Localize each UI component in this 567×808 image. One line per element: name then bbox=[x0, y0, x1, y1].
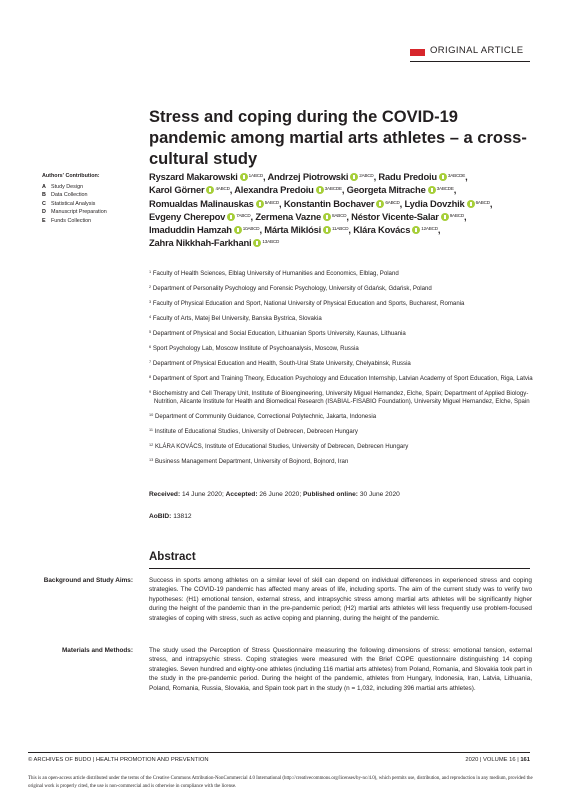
author-name: Konstantin Bochaver bbox=[283, 197, 375, 209]
orcid-icon[interactable] bbox=[376, 200, 384, 208]
affiliation-number: 12 bbox=[149, 443, 154, 448]
author-contribution-code: 1ABCD bbox=[248, 173, 263, 178]
accepted-label: Accepted: bbox=[225, 491, 258, 498]
author-separator: , bbox=[399, 197, 403, 209]
author-contribution-code: 12ABCD bbox=[421, 226, 438, 232]
author-name: Márta Miklósi bbox=[264, 224, 322, 236]
author-name: Radu Predoiu bbox=[378, 171, 437, 182]
orcid-icon[interactable] bbox=[428, 186, 436, 194]
author-separator: , bbox=[250, 210, 253, 222]
author-list bbox=[149, 170, 524, 250]
orcid-icon[interactable] bbox=[234, 226, 242, 234]
author-name: Imaduddin Hamzah bbox=[149, 224, 232, 236]
author-name: Andrzej Piotrowski bbox=[267, 171, 349, 182]
aobid bbox=[149, 513, 192, 520]
author-contribution-code: 4ABCD bbox=[215, 186, 230, 192]
affiliation-number: 2 bbox=[149, 284, 152, 289]
contribution-item bbox=[42, 191, 142, 200]
accepted-date: 26 June 2020 bbox=[259, 491, 300, 498]
affiliation-number: 9 bbox=[149, 389, 152, 394]
author-contribution-code: 2ABCD bbox=[359, 173, 374, 178]
author-name: Alexandra Predoiu bbox=[234, 184, 314, 196]
affiliation-number: 8 bbox=[149, 374, 152, 379]
author-name: Georgeta Mitrache bbox=[346, 184, 426, 196]
affiliation bbox=[149, 268, 534, 279]
article-type-label: ORIGINAL ARTICLE bbox=[430, 45, 524, 56]
authors-contribution bbox=[42, 172, 142, 225]
footer-year-volume: 2020 | VOLUME 16 | bbox=[465, 757, 519, 763]
affiliation-number: 7 bbox=[149, 359, 152, 364]
contribution-list bbox=[42, 183, 142, 226]
article-type-header bbox=[410, 46, 530, 60]
published-label: Published online: bbox=[303, 491, 358, 498]
author-name: Zermena Vazne bbox=[255, 210, 322, 222]
author bbox=[149, 237, 279, 248]
affiliation-text: Faculty of Physical Education and Sport, National University of Physical Education and Sports, Bucharest, Romania bbox=[152, 299, 465, 307]
author-name: Evgeny Cherepov bbox=[149, 210, 226, 222]
author-name: Ryszard Makarowski bbox=[149, 171, 238, 182]
orcid-icon[interactable] bbox=[206, 186, 214, 194]
affiliation bbox=[149, 411, 534, 422]
author bbox=[351, 211, 466, 222]
contribution-item bbox=[42, 217, 142, 226]
contribution-key: A bbox=[42, 183, 46, 190]
affiliation-text: Biochemistry and Cell Therapy Unit, Institute of Bioengineering, University Miguel Hernandez, Elche, Spain; Department of Applied Biology-Nutrition, Alicante Institute for Health and Biomedical Research (ISABIAL-FISABIO Foundation), University Miguel Hernandez, Elche, Spain bbox=[152, 389, 530, 406]
methods-text: The study used the Perception of Stress Questionnaire measuring the following dimensions of stress: emotional tension, external stress, and intrapsychic stress. Coping strategies were measured with the Brief COPE questionnaire distinguishing 14 coping strategies. Seven hundred and eighty-one athletes (including 116 martial arts athletes) from Poland, Romania, and Slovakia took part in the study in the pre-pandemic period. During the height of the pandemic, athletes from Hungary, Indonesia, Iran, Latvia, Lithuania, Poland, Romania, Russia, Slovakia, and Spain took part in the study (n = 1,032, including 396 martial arts athletes). bbox=[149, 647, 532, 692]
author bbox=[353, 224, 440, 235]
background-text: Success in sports among athletes on a similar level of skill can depend on individual differences in experienced stress and coping strategies. The COVID-19 pandemic has affected many areas of life, including sports. The aim of the current study was to verify two hypotheses: (H1) emotional tension, external stress, and intrapsychic stress among martial arts athletes will be significantly higher during the height of the pandemic than in the pre-pandemic period; (H2) martial arts athletes will less frequently use problem-focused strategies of coping with stress, such as active coping and planning, during the height of the pandemic. bbox=[149, 577, 532, 622]
affiliation bbox=[149, 298, 534, 309]
author-name: Karol Görner bbox=[149, 184, 205, 196]
affiliation bbox=[149, 456, 534, 467]
affiliation-number: 1 bbox=[149, 270, 152, 274]
orcid-icon[interactable] bbox=[240, 173, 248, 181]
affiliation bbox=[149, 441, 534, 452]
contribution-key: D bbox=[42, 209, 46, 215]
affiliation-text: Business Management Department, University of Bojnord, Bojnord, Iran bbox=[154, 458, 349, 466]
published-date: 30 June 2020 bbox=[359, 491, 400, 498]
affiliation-number: 4 bbox=[149, 314, 152, 319]
author-name: Klára Kovács bbox=[353, 224, 411, 236]
background-label: Background and Study Aims: bbox=[43, 577, 133, 584]
author bbox=[267, 171, 376, 182]
license-text: This is an open-access article distributed under the terms of the Creative Commons Attribution-NonCommercial 4.0 International (http://creativecommons.org/licenses/by-nc/4.0), which permits use, distribution, and reproduction in any medium, provided the original work is properly cited, the use is non-commercial and is otherwise in compliance with the license. bbox=[28, 776, 533, 789]
received-label: Received: bbox=[149, 491, 181, 498]
abstract-rule bbox=[149, 568, 530, 569]
affiliation bbox=[149, 328, 534, 339]
contribution-item bbox=[42, 208, 142, 217]
affiliation bbox=[149, 343, 534, 354]
author bbox=[149, 211, 253, 222]
affiliation-number: 3 bbox=[149, 299, 152, 304]
author-contribution-code: 10ABCD bbox=[242, 226, 260, 232]
author-contribution-code: 6ABCD bbox=[475, 199, 490, 205]
orcid-icon[interactable] bbox=[350, 173, 358, 181]
accent-bar bbox=[410, 49, 425, 56]
header-rule bbox=[410, 61, 530, 62]
affiliation-text: KLÁRA KOVÁCS, Institute of Educational Studies, University of Debrecen, Debrecen Hungary bbox=[154, 443, 409, 451]
affiliation-number: 5 bbox=[149, 329, 152, 334]
author-separator: , bbox=[346, 210, 349, 222]
author-contribution-code: 7ABCD bbox=[236, 212, 251, 218]
contribution-value: Study Design bbox=[51, 183, 84, 190]
contribution-value: Statistical Analysis bbox=[51, 200, 96, 207]
affiliation-text: Faculty of Health Sciences, Elblag University of Humanities and Economics, Elblag, Poland bbox=[152, 270, 399, 277]
orcid-icon[interactable] bbox=[256, 200, 264, 208]
author bbox=[149, 224, 262, 235]
author-contribution-code: 3ABCDE bbox=[447, 173, 466, 178]
author-contribution-code: 11ABCD bbox=[332, 226, 349, 232]
author-name: Lydia Dovzhik bbox=[404, 197, 465, 209]
methods-label: Materials and Methods: bbox=[61, 647, 133, 654]
affiliation-number: 10 bbox=[149, 413, 154, 418]
affiliation bbox=[149, 373, 534, 384]
author-contribution-code: 3ABCDE bbox=[436, 186, 454, 192]
author bbox=[264, 224, 351, 235]
orcid-icon[interactable] bbox=[441, 213, 449, 221]
author-name: Zahra Nikkhah-Farkhani bbox=[149, 237, 252, 249]
affiliation bbox=[149, 358, 534, 369]
author-separator: , bbox=[453, 184, 457, 196]
orcid-icon[interactable] bbox=[323, 226, 331, 234]
affiliation bbox=[149, 313, 534, 324]
author-contribution-code: 6ABCD bbox=[385, 199, 400, 205]
orcid-icon[interactable] bbox=[412, 226, 420, 234]
author bbox=[149, 184, 232, 195]
article-dates: Received: 14 June 2020; Accepted: 26 June 2020; Published online: 30 June 2020 bbox=[149, 491, 400, 498]
affiliation-number: 13 bbox=[149, 458, 154, 463]
affiliation bbox=[149, 388, 534, 407]
footer-rule bbox=[28, 752, 530, 753]
contribution-item bbox=[42, 183, 142, 192]
author-contribution-code: 5ABCD bbox=[264, 199, 280, 205]
author-contribution-code: 13ABCD bbox=[262, 239, 280, 245]
author bbox=[378, 171, 467, 182]
author bbox=[234, 184, 344, 195]
author-separator: , bbox=[262, 171, 266, 182]
footer-volume bbox=[465, 757, 530, 763]
author-contribution-code: 3ABCDE bbox=[324, 186, 342, 192]
contribution-key: B bbox=[42, 192, 46, 198]
author-separator: , bbox=[465, 171, 468, 182]
affiliation-text: Department of Personality Psychology and Forensic Psychology, University of Gdańsk, Gdańsk, Poland bbox=[152, 284, 432, 292]
received-date: 14 June 2020 bbox=[182, 491, 222, 498]
page-number: 161 bbox=[520, 757, 530, 763]
author bbox=[404, 198, 492, 209]
aobid-label: AoBID: bbox=[149, 513, 172, 520]
footer-journal: © ARCHIVES OF BUDO | HEALTH PROMOTION AND PREVENTION bbox=[28, 757, 209, 763]
author bbox=[347, 184, 457, 195]
author-separator: , bbox=[341, 184, 345, 196]
contribution-title: Authors' Contribution: bbox=[42, 173, 100, 179]
orcid-icon[interactable] bbox=[227, 213, 235, 221]
affiliation bbox=[149, 283, 534, 294]
orcid-icon[interactable] bbox=[316, 186, 324, 194]
author-separator: , bbox=[437, 224, 441, 236]
affiliation-text: Faculty of Arts, Matej Bel University, Banska Bystrica, Slovakia bbox=[152, 314, 322, 322]
affiliation-number: 11 bbox=[149, 428, 153, 433]
orcid-icon[interactable] bbox=[439, 173, 447, 181]
author-separator: , bbox=[373, 171, 376, 182]
contribution-item bbox=[42, 200, 142, 209]
author-separator: , bbox=[259, 224, 262, 236]
author-separator: , bbox=[489, 197, 493, 209]
author-separator: , bbox=[229, 184, 233, 196]
affiliation-text: Department of Community Guidance, Correctional Polytechnic, Jakarta, Indonesia bbox=[154, 413, 377, 421]
author-name: Néstor Vicente-Salar bbox=[351, 210, 439, 222]
author bbox=[284, 198, 402, 209]
aobid-value: 13812 bbox=[173, 513, 192, 520]
author bbox=[149, 198, 281, 209]
author bbox=[255, 211, 348, 222]
contribution-key: C bbox=[42, 200, 46, 207]
contribution-key: E bbox=[42, 217, 46, 224]
affiliation-text: Institute of Educational Studies, University of Debrecen, Debrecen Hungary bbox=[154, 428, 358, 436]
author-separator: , bbox=[348, 224, 351, 236]
author bbox=[149, 171, 265, 182]
affiliation-text: Department of Sport and Training Theory, Education Psychology and Education Internship, Latvian Academy of Sport Education, Riga, Latvia bbox=[152, 374, 533, 382]
orcid-icon[interactable] bbox=[323, 213, 331, 221]
author-contribution-code: 9ABCD bbox=[449, 212, 465, 218]
author-name: Romualdas Malinauskas bbox=[149, 197, 254, 209]
contribution-value: Manuscript Preparation bbox=[51, 209, 107, 215]
orcid-icon[interactable] bbox=[467, 200, 475, 208]
author-separator: , bbox=[464, 210, 467, 222]
author-contribution-code: 8ABCD bbox=[332, 212, 347, 218]
orcid-icon[interactable] bbox=[253, 239, 261, 247]
affiliation bbox=[149, 426, 534, 437]
affiliation-number: 6 bbox=[149, 344, 152, 349]
affiliation-text: Sport Psychology Lab, Moscow Institute of Psychoanalysis, Moscow, Russia bbox=[152, 344, 359, 352]
author-separator: , bbox=[279, 197, 282, 209]
contribution-value: Funds Collection bbox=[51, 217, 92, 224]
affiliation-text: Department of Physical Education and Health, South-Ural State University, Chelyabinsk, Russia bbox=[152, 359, 411, 367]
affiliation-list bbox=[149, 268, 534, 471]
abstract-heading: Abstract bbox=[149, 551, 196, 563]
article-title: Stress and coping during the COVID-19 pandemic among martial arts athletes – a cross-cultural study bbox=[149, 108, 527, 168]
contribution-value: Data Collection bbox=[51, 192, 88, 198]
affiliation-text: Department of Physical and Social Education, Lithuanian Sports University, Kaunas, Lithuania bbox=[152, 329, 406, 337]
